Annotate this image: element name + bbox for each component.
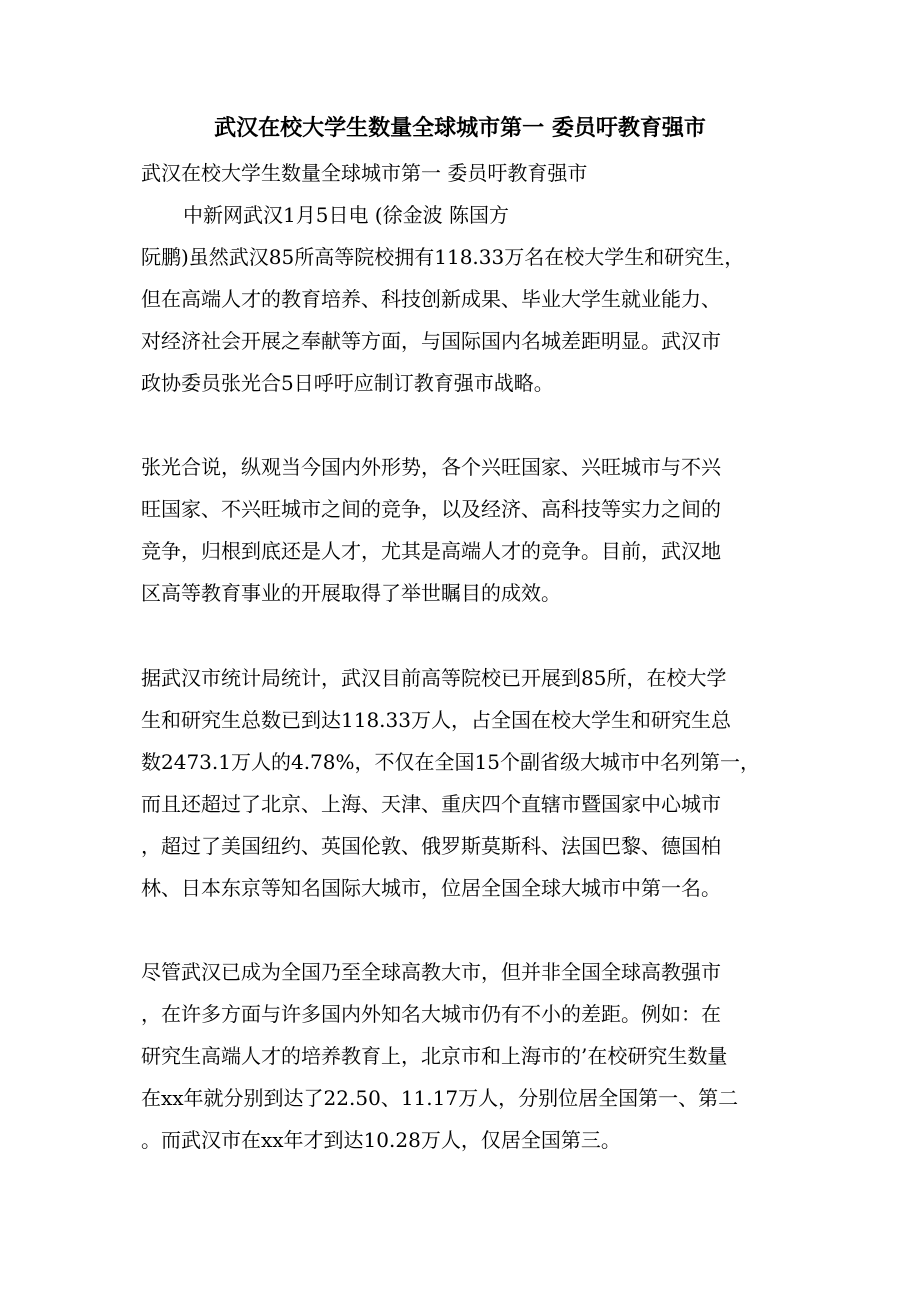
paragraph-3-line-2: 生和研究生总数已到达118.33万人，占全国在校大学生和研究生总 bbox=[141, 708, 731, 732]
paragraph-4-line-1: 尽管武汉已成为全国乃至全球高教大市，但并非全国全球高教强市 bbox=[141, 960, 721, 984]
document-title: 武汉在校大学生数量全球城市第一 委员吁教育强市 bbox=[214, 115, 706, 141]
paragraph-3-line-3: 数2473.1万人的4.78%，不仅在全国15个副省级大城市中名列第一， bbox=[141, 750, 760, 774]
paragraph-4-line-4: 在xx年就分别到达了22.50、11.17万人，分别位居全国第一、第二 bbox=[141, 1086, 739, 1110]
paragraph-4-line-2: ，在许多方面与许多国内外知名大城市仍有不小的差距。例如：在 bbox=[141, 1002, 721, 1026]
paragraph-2-line-4: 区高等教育事业的开展取得了举世瞩目的成效。 bbox=[141, 581, 561, 605]
paragraph-1-line-1: 中新网武汉1月5日电 (徐金波 陈国方 bbox=[183, 203, 509, 227]
paragraph-4-line-3: 研究生高端人才的培养教育上，北京市和上海市的’在校研究生数量 bbox=[141, 1044, 728, 1068]
document-subtitle: 武汉在校大学生数量全球城市第一 委员吁教育强市 bbox=[141, 161, 588, 185]
paragraph-2-line-1: 张光合说，纵观当今国内外形势，各个兴旺国家、兴旺城市与不兴 bbox=[141, 455, 721, 479]
paragraph-3-line-1: 据武汉市统计局统计，武汉目前高等院校已开展到85所，在校大学 bbox=[141, 666, 727, 690]
paragraph-1-line-5: 政协委员张光合5日呼吁应制订教育强市战略。 bbox=[141, 371, 554, 395]
paragraph-3-line-5: ，超过了美国纽约、英国伦敦、俄罗斯莫斯科、法国巴黎、德国柏 bbox=[141, 834, 721, 858]
paragraph-3-line-6: 林、日本东京等知名国际大城市，位居全国全球大城市中第一名。 bbox=[141, 876, 721, 900]
paragraph-1-line-3: 但在高端人才的教育培养、科技创新成果、毕业大学生就业能力、 bbox=[141, 287, 721, 311]
paragraph-1-line-4: 对经济社会开展之奉献等方面，与国际国内名城差距明显。武汉市 bbox=[141, 329, 721, 353]
paragraph-3-line-4: 而且还超过了北京、上海、天津、重庆四个直辖市暨国家中心城市 bbox=[141, 792, 721, 816]
paragraph-2-line-2: 旺国家、不兴旺城市之间的竞争，以及经济、高科技等实力之间的 bbox=[141, 497, 721, 521]
paragraph-4-line-5: 。而武汉市在xx年才到达10.28万人，仅居全国第三。 bbox=[141, 1128, 621, 1152]
paragraph-1-line-2: 阮鹏)虽然武汉85所高等院校拥有118.33万名在校大学生和研究生， bbox=[141, 245, 745, 269]
paragraph-2-line-3: 竞争，归根到底还是人才，尤其是高端人才的竞争。目前，武汉地 bbox=[141, 539, 721, 563]
